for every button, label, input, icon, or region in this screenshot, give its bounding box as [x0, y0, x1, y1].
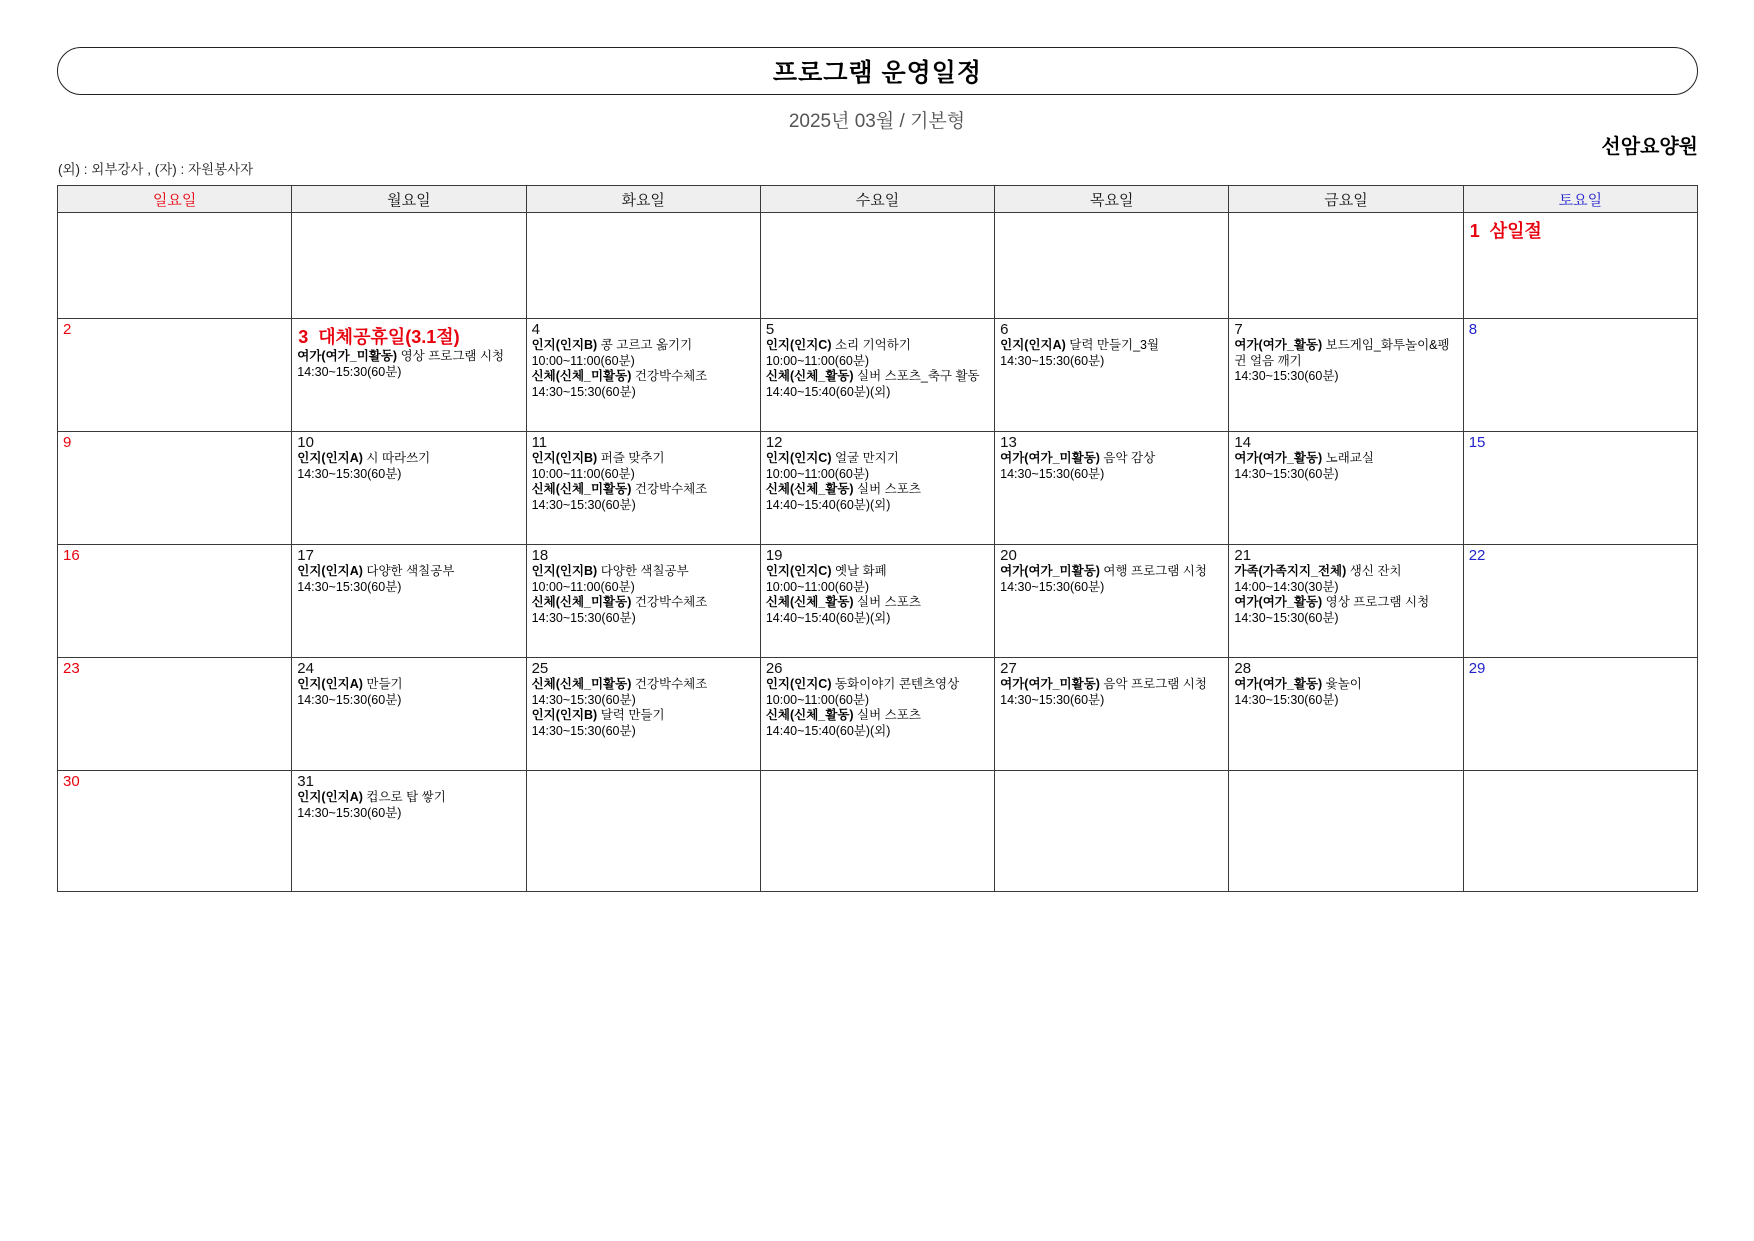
event-time: 10:00~11:00(60분) [531, 353, 635, 368]
weekday-header-sat: 토요일 [1463, 186, 1697, 213]
event-item[interactable] [1000, 677, 1223, 708]
calendar-week-row [58, 432, 1698, 545]
event-time: 14:30~15:30(60분) [1000, 579, 1105, 594]
event-category: 신체(신체_활동) [765, 482, 854, 496]
event-time: 14:30~15:30(60분) [531, 497, 636, 512]
day-cell-11[interactable] [526, 432, 760, 545]
event-name: 음악 프로그램 시청 [1099, 677, 1207, 691]
calendar-table [57, 185, 1698, 892]
day-number-19: 19 [765, 547, 783, 564]
event-name: 동화이야기 콘텐츠영상 [831, 677, 960, 691]
event-category: 신체(신체_미활동) [531, 482, 632, 496]
day-cell-3[interactable] [292, 319, 526, 432]
day-cell-30[interactable] [58, 771, 292, 892]
day-cell-7[interactable] [1229, 319, 1463, 432]
weekday-header-thu: 목요일 [995, 186, 1229, 213]
event-name: 건강박수체조 [631, 482, 708, 496]
event-list [1229, 338, 1462, 387]
event-item[interactable] [1000, 451, 1223, 482]
event-time: 14:30~15:30(60분) [297, 692, 402, 707]
event-category: 인지(인지C) [765, 451, 832, 465]
event-category: 인지(인지A) [297, 451, 363, 465]
day-cell-14[interactable] [1229, 432, 1463, 545]
event-category: 인지(인지A) [297, 677, 363, 691]
event-list [1229, 564, 1462, 628]
calendar-week-row [58, 319, 1698, 432]
event-item[interactable] [1234, 677, 1457, 708]
event-time: 10:00~11:00(60분) [765, 579, 870, 594]
event-item[interactable] [766, 595, 989, 626]
day-cell-12[interactable] [760, 432, 994, 545]
day-number-2: 2 [63, 321, 72, 338]
day-number-22: 22 [1468, 547, 1486, 564]
event-category: 신체(신체_활동) [765, 595, 854, 609]
event-item[interactable] [766, 451, 989, 482]
event-time: 14:30~15:30(60분) [1234, 692, 1339, 707]
event-category: 신체(신체_활동) [765, 369, 854, 383]
event-item[interactable] [1234, 595, 1457, 626]
event-category: 인지(인지C) [765, 677, 832, 691]
event-list [761, 338, 994, 402]
event-category: 인지(인지B) [531, 564, 598, 578]
day-number-29: 29 [1468, 660, 1486, 677]
event-item[interactable] [532, 708, 755, 739]
day-cell-25[interactable] [526, 658, 760, 771]
event-item[interactable] [766, 338, 989, 369]
day-number-8: 8 [1468, 321, 1478, 338]
day-cell-4[interactable] [526, 319, 760, 432]
event-list [292, 677, 525, 710]
day-number-20: 20 [1000, 547, 1017, 564]
calendar-week-row [58, 658, 1698, 771]
facility-name: 선암요양원 [1601, 136, 1698, 158]
day-number-1: 1 [1469, 221, 1480, 241]
event-item[interactable] [1000, 564, 1223, 595]
day-number-11: 11 [531, 434, 548, 451]
event-category: 인지(인지A) [297, 790, 363, 804]
day-number-9: 9 [63, 434, 72, 451]
event-time: 10:00~11:00(60분) [765, 466, 870, 481]
day-number-15: 15 [1468, 434, 1486, 451]
page-title-banner [57, 47, 1698, 95]
event-name: 실버 스포츠 [853, 482, 921, 496]
event-category: 가족(가족지지_전체) [1234, 564, 1347, 578]
event-category: 여가(여가_활동) [1234, 595, 1323, 609]
event-name: 윷놀이 [1322, 677, 1362, 691]
event-item[interactable] [532, 451, 755, 482]
day-cell-empty[interactable] [995, 213, 1229, 319]
day-cell-19[interactable] [760, 545, 994, 658]
event-name: 시 따라쓰기 [362, 451, 431, 465]
event-name: 노래교실 [1322, 451, 1374, 465]
day-cell-31[interactable] [292, 771, 526, 892]
event-name: 실버 스포츠 [853, 595, 921, 609]
event-list [995, 564, 1228, 597]
event-item[interactable] [532, 369, 755, 400]
calendar-week-row [58, 545, 1698, 658]
day-cell-empty[interactable] [1463, 771, 1697, 892]
event-time: 14:30~15:30(60분) [531, 692, 636, 707]
day-cell-empty[interactable] [58, 213, 292, 319]
event-category: 여가(여가_미활동) [297, 349, 398, 363]
event-name: 실버 스포츠_축구 활동 [853, 369, 980, 383]
day-cell-8[interactable] [1463, 319, 1697, 432]
event-item[interactable] [297, 790, 520, 821]
day-number-26: 26 [765, 660, 783, 677]
event-item[interactable] [766, 564, 989, 595]
event-time: 14:40~15:40(60분)(외) [765, 497, 891, 512]
event-item[interactable] [766, 369, 989, 400]
event-item[interactable] [532, 482, 755, 513]
event-name: 달력 만들기 [597, 708, 665, 722]
event-time: 14:00~14:30(30분) [1234, 579, 1339, 594]
event-time: 14:30~15:30(60분) [531, 723, 636, 738]
day-number-21: 21 [1234, 547, 1252, 564]
event-time: 14:30~15:30(60분) [297, 805, 402, 820]
event-time: 14:30~15:30(60분) [1000, 466, 1105, 481]
day-number-27: 27 [1000, 660, 1017, 677]
day-cell-16[interactable] [58, 545, 292, 658]
event-item[interactable] [1000, 338, 1223, 369]
event-name: 여행 프로그램 시청 [1099, 564, 1207, 578]
event-name: 보드게임_화투놀이&펭귄 얼음 깨기 [1234, 338, 1450, 368]
day-cell-18[interactable] [526, 545, 760, 658]
day-cell-5[interactable] [760, 319, 994, 432]
event-category: 인지(인지B) [531, 451, 598, 465]
legend-note: (외) : 외부강사 , (자) : 자원봉사자 [58, 162, 254, 177]
event-category: 인지(인지B) [531, 708, 598, 722]
event-time: 14:30~15:30(60분) [531, 610, 636, 625]
event-category: 인지(인지C) [765, 564, 832, 578]
day-number-17: 17 [297, 547, 314, 564]
day-cell-23[interactable] [58, 658, 292, 771]
event-time: 10:00~11:00(60분) [765, 692, 870, 707]
weekday-header-tue: 화요일 [526, 186, 760, 213]
event-category: 신체(신체_활동) [765, 708, 854, 722]
day-cell-24[interactable] [292, 658, 526, 771]
event-name: 건강박수체조 [631, 369, 708, 383]
event-name: 건강박수체조 [631, 595, 708, 609]
event-name: 다양한 색칠공부 [362, 564, 455, 578]
day-number-14: 14 [1234, 434, 1252, 451]
event-name: 실버 스포츠 [853, 708, 921, 722]
event-item[interactable] [297, 451, 520, 482]
event-name: 생신 잔치 [1346, 564, 1402, 578]
event-list [761, 677, 994, 741]
day-cell-15[interactable] [1463, 432, 1697, 545]
event-time: 14:30~15:30(60분) [297, 579, 402, 594]
holiday-label-3 [292, 319, 525, 349]
event-item[interactable] [1234, 564, 1457, 595]
event-time: 14:30~15:30(60분) [1234, 466, 1339, 481]
event-name: 콩 고르고 옮기기 [597, 338, 693, 352]
event-time: 14:40~15:40(60분)(외) [765, 384, 891, 399]
event-time: 10:00~11:00(60분) [531, 466, 635, 481]
day-cell-17[interactable] [292, 545, 526, 658]
day-cell-20[interactable] [995, 545, 1229, 658]
event-time: 14:40~15:40(60분)(외) [765, 610, 891, 625]
day-cell-empty[interactable] [292, 213, 526, 319]
event-name: 만들기 [362, 677, 403, 691]
day-cell-empty[interactable] [760, 213, 994, 319]
event-list [292, 790, 525, 823]
day-cell-27[interactable] [995, 658, 1229, 771]
event-list [527, 677, 760, 741]
day-cell-9[interactable] [58, 432, 292, 545]
day-cell-empty[interactable] [1229, 771, 1463, 892]
day-cell-1[interactable] [1463, 213, 1697, 319]
day-cell-empty[interactable] [760, 771, 994, 892]
event-name: 달력 만들기_3월 [1065, 338, 1160, 352]
event-name: 영상 프로그램 시청 [1322, 595, 1430, 609]
event-time: 14:30~15:30(60분) [531, 384, 636, 399]
event-list [527, 338, 760, 402]
event-category: 여가(여가_활동) [1234, 338, 1323, 352]
day-number-10: 10 [297, 434, 314, 451]
weekday-header-fri: 금요일 [1229, 186, 1463, 213]
day-cell-26[interactable] [760, 658, 994, 771]
event-time: 10:00~11:00(60분) [765, 353, 870, 368]
day-cell-29[interactable] [1463, 658, 1697, 771]
event-item[interactable] [1234, 338, 1457, 385]
day-cell-empty[interactable] [1229, 213, 1463, 319]
day-number-7: 7 [1234, 321, 1243, 338]
weekday-header-mon: 월요일 [292, 186, 526, 213]
day-cell-empty[interactable] [526, 771, 760, 892]
event-time: 14:30~15:30(60분) [1000, 353, 1105, 368]
day-number-23: 23 [63, 660, 80, 677]
event-list [995, 451, 1228, 484]
page-title: 프로그램 운영일정 [772, 59, 983, 87]
calendar-week-row [58, 213, 1698, 319]
day-number-6: 6 [1000, 321, 1009, 338]
day-cell-10[interactable] [292, 432, 526, 545]
day-number-13: 13 [1000, 434, 1017, 451]
event-item[interactable] [766, 482, 989, 513]
event-time: 10:00~11:00(60분) [531, 579, 635, 594]
event-name: 퍼즐 맞추기 [597, 451, 665, 465]
event-item[interactable] [1234, 451, 1457, 482]
event-item[interactable] [297, 564, 520, 595]
event-time: 14:30~15:30(60분) [297, 466, 402, 481]
event-item[interactable] [532, 677, 755, 708]
day-cell-21[interactable] [1229, 545, 1463, 658]
event-item[interactable] [532, 595, 755, 626]
event-category: 인지(인지C) [765, 338, 832, 352]
day-cell-13[interactable] [995, 432, 1229, 545]
page-subtitle: 2025년 03월 / 기본형 [788, 111, 966, 132]
day-number-28: 28 [1234, 660, 1252, 677]
day-number-4: 4 [531, 321, 540, 338]
day-number-18: 18 [531, 547, 549, 564]
event-name: 옛날 화폐 [831, 564, 887, 578]
event-list [1229, 677, 1462, 710]
event-name: 얼굴 만지기 [831, 451, 899, 465]
event-list [995, 338, 1228, 371]
event-list [527, 451, 760, 515]
event-list [292, 564, 525, 597]
event-list [292, 349, 525, 382]
event-category: 여가(여가_활동) [1234, 451, 1323, 465]
event-category: 여가(여가_미활동) [1000, 677, 1100, 691]
event-name: 다양한 색칠공부 [597, 564, 689, 578]
event-time: 14:30~15:30(60분) [1234, 610, 1339, 625]
day-number-16: 16 [63, 547, 80, 564]
event-category: 여가(여가_미활동) [1000, 564, 1100, 578]
day-number-25: 25 [531, 660, 549, 677]
event-item[interactable] [766, 677, 989, 708]
event-name: 컵으로 탑 쌓기 [362, 790, 446, 804]
event-item[interactable] [297, 677, 520, 708]
calendar-week-row [58, 771, 1698, 892]
weekday-header-sun: 일요일 [58, 186, 292, 213]
day-number-3: 3 [298, 327, 309, 347]
event-list [527, 564, 760, 628]
event-list [995, 677, 1228, 710]
event-category: 신체(신체_미활동) [531, 369, 632, 383]
event-time: 14:30~15:30(60분) [1000, 692, 1105, 707]
event-category: 신체(신체_미활동) [531, 677, 632, 691]
day-number-5: 5 [765, 321, 775, 338]
event-name: 음악 감상 [1099, 451, 1156, 465]
event-item[interactable] [532, 338, 755, 369]
day-cell-22[interactable] [1463, 545, 1697, 658]
event-category: 여가(여가_활동) [1234, 677, 1323, 691]
event-time: 14:30~15:30(60분) [1234, 369, 1339, 383]
event-category: 신체(신체_미활동) [531, 595, 632, 609]
event-list [292, 451, 525, 484]
event-item[interactable] [297, 349, 520, 380]
holiday-name-3: 대체공휴일(3.1절) [318, 327, 460, 347]
event-category: 여가(여가_미활동) [1000, 451, 1100, 465]
day-number-12: 12 [765, 434, 783, 451]
event-name: 영상 프로그램 시청 [397, 349, 505, 363]
day-number-24: 24 [297, 660, 314, 677]
event-item[interactable] [766, 708, 989, 739]
holiday-label-1 [1464, 213, 1697, 243]
event-list [1229, 451, 1462, 484]
event-name: 소리 기억하기 [831, 338, 911, 352]
weekday-header-wed: 수요일 [760, 186, 994, 213]
event-category: 인지(인지B) [531, 338, 598, 352]
day-cell-6[interactable] [995, 319, 1229, 432]
event-category: 인지(인지A) [297, 564, 363, 578]
event-name: 건강박수체조 [631, 677, 708, 691]
day-cell-2[interactable] [58, 319, 292, 432]
event-list [761, 564, 994, 628]
event-time: 14:40~15:40(60분)(외) [765, 723, 891, 738]
event-category: 인지(인지A) [1000, 338, 1066, 352]
day-number-30: 30 [63, 773, 80, 790]
calendar-header-row [58, 186, 1698, 213]
event-time: 14:30~15:30(60분) [297, 364, 402, 379]
day-cell-28[interactable] [1229, 658, 1463, 771]
day-cell-empty[interactable] [526, 213, 760, 319]
day-cell-empty[interactable] [995, 771, 1229, 892]
day-number-31: 31 [297, 773, 314, 790]
event-list [761, 451, 994, 515]
holiday-name-1: 삼일절 [1489, 221, 1542, 241]
event-item[interactable] [532, 564, 755, 595]
